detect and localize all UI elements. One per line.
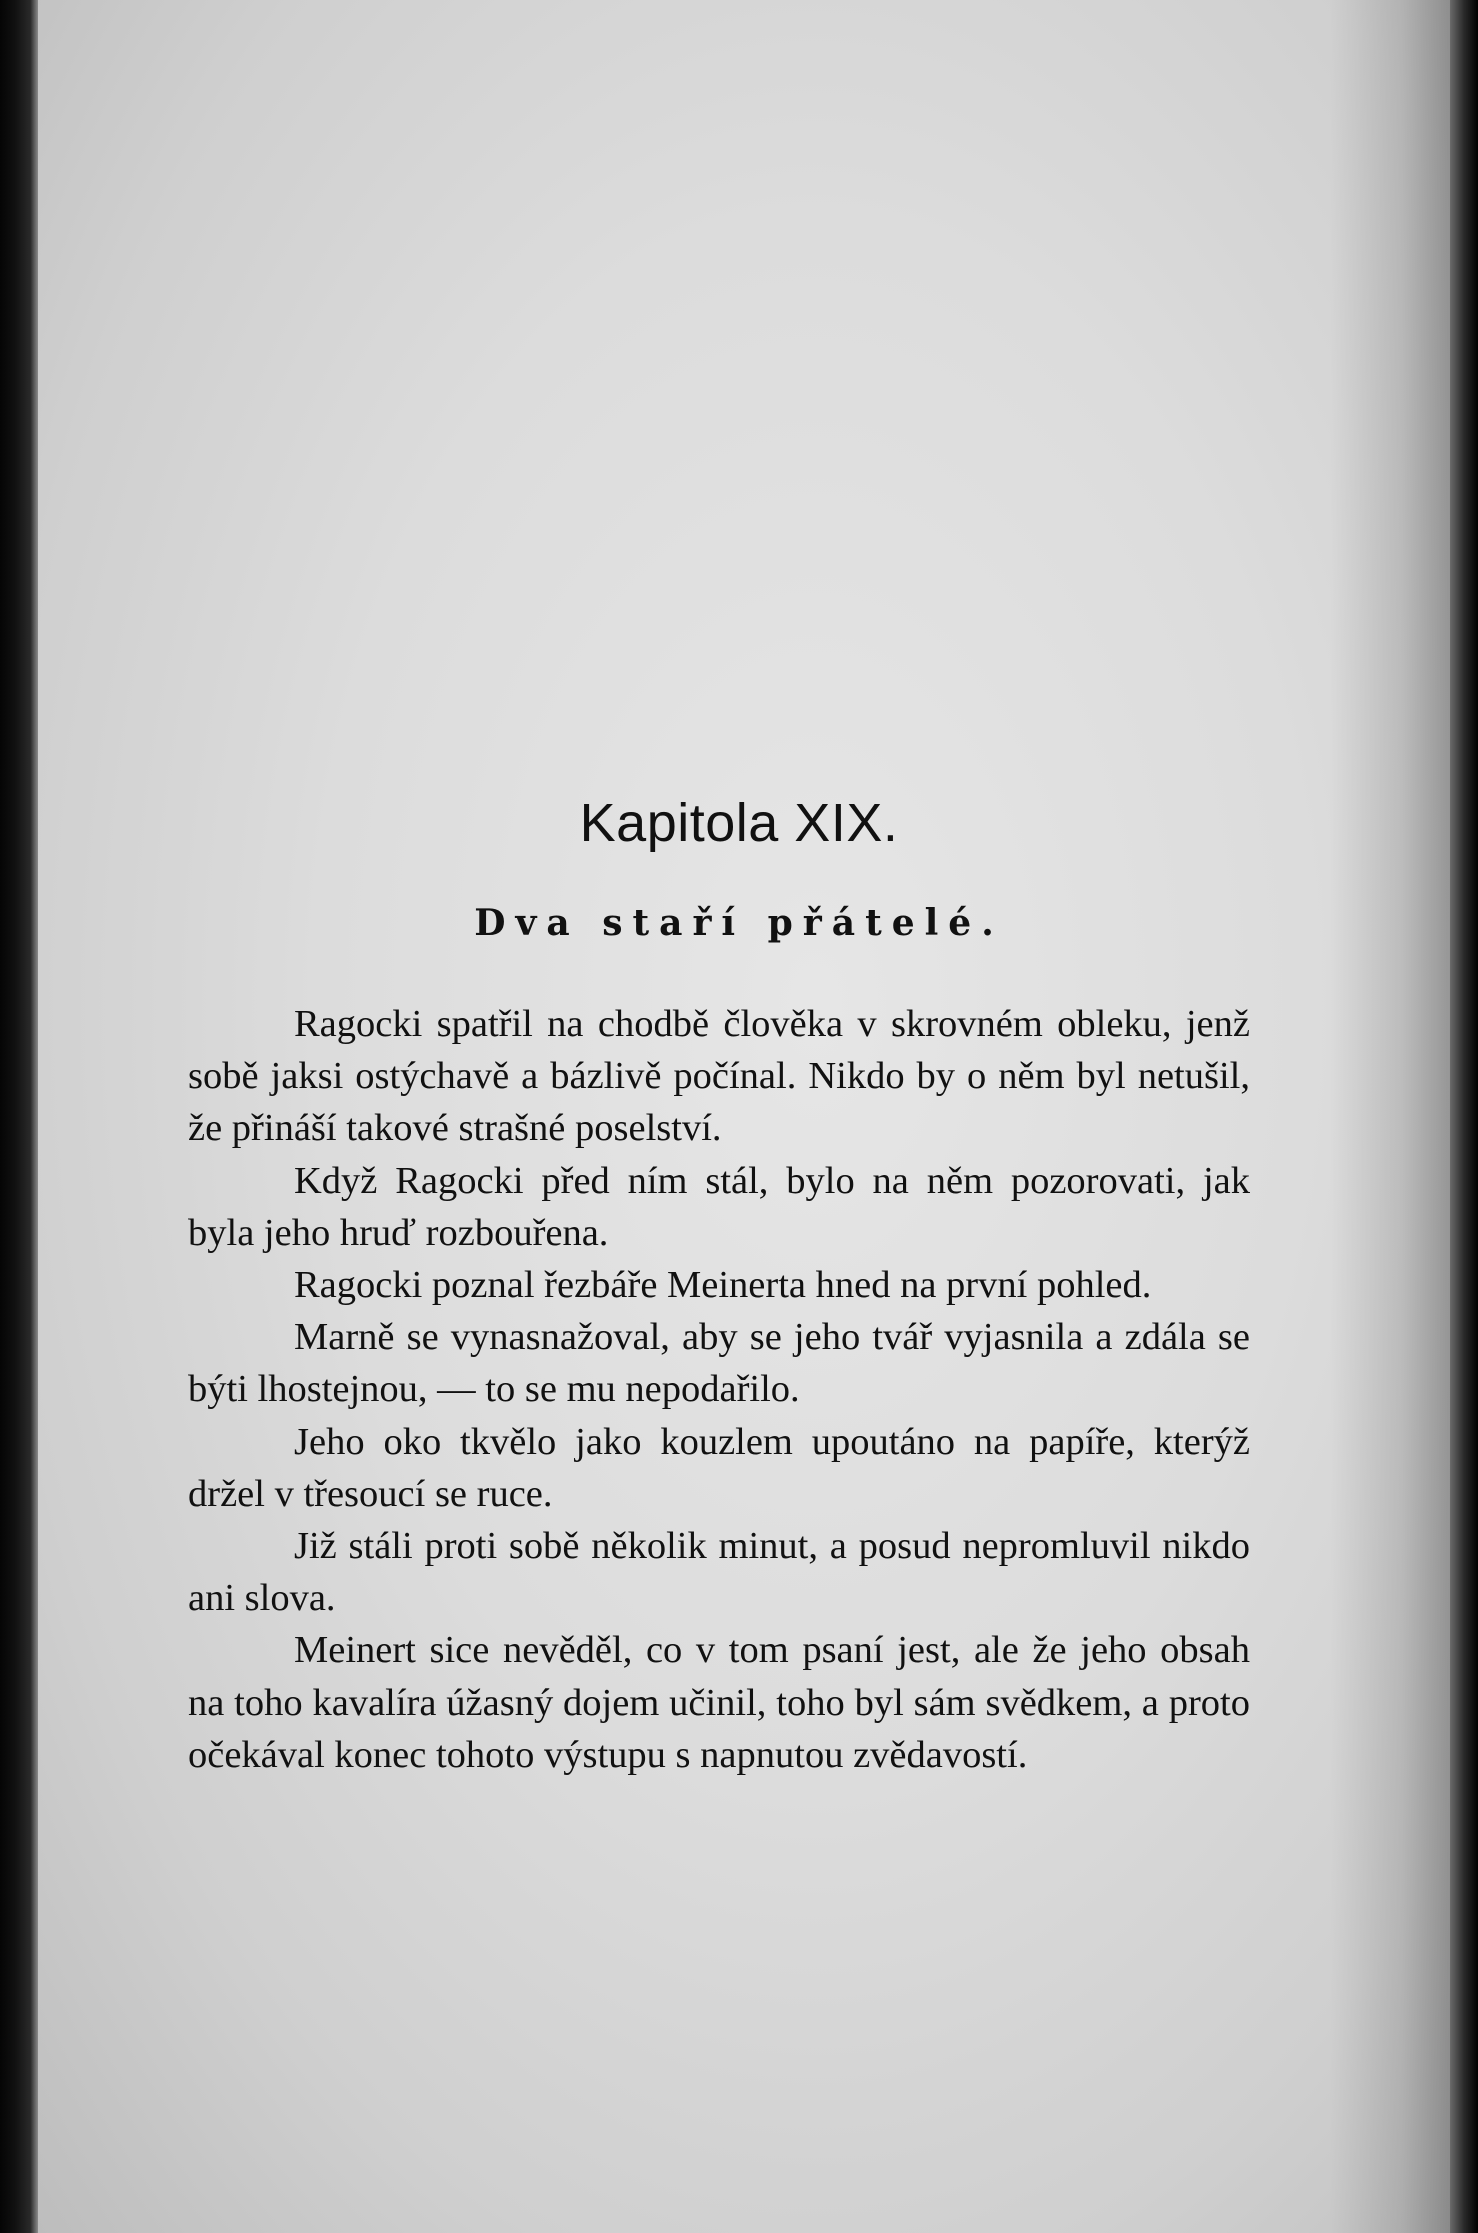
chapter-body [188,998,1250,1781]
paragraph: Jeho oko tkvělo jako kouzlem upoutáno na papíře, kterýž držel v třesoucí se ruce. [188,1420,1250,1515]
paragraph: Ragocki poznal řezbáře Meinerta hned na první pohled. [294,1264,1152,1307]
paragraph: Již stáli proti sobě několik minut, a posud nepromluvil nikdo ani slova. [188,1525,1250,1620]
paragraph: Marně se vynasnažoval, aby se jeho tvář vyjasnila a zdála se býti lhostejnou, — to se mu nepodařilo. [188,1316,1250,1411]
chapter-title: Kapitola XIX. [579,793,899,853]
page-right-edge [1450,0,1478,2233]
paragraph: Když Ragocki před ním stál, bylo na něm pozorovati, jak byla jeho hruď rozbouřena. [188,1159,1250,1254]
paragraph: Meinert sice nevěděl, co v tom psaní jest, ale že jeho obsah na toho kavalíra úžasný dojem učinil, toho byl sám svědkem, a proto očekával konec tohoto výstupu s napnutou zvědavostí. [188,1629,1250,1776]
chapter-subtitle: Dva staří přátelé. [474,902,1004,944]
paragraph: Ragocki spatřil na chodbě člověka v skrovném obleku, jenž sobě jaksi ostýchavě a bázlivě počínal. Nikdo by o něm byl netušil, že přináší takové strašné poselství. [188,1003,1250,1150]
book-binding-edge [0,0,38,2233]
